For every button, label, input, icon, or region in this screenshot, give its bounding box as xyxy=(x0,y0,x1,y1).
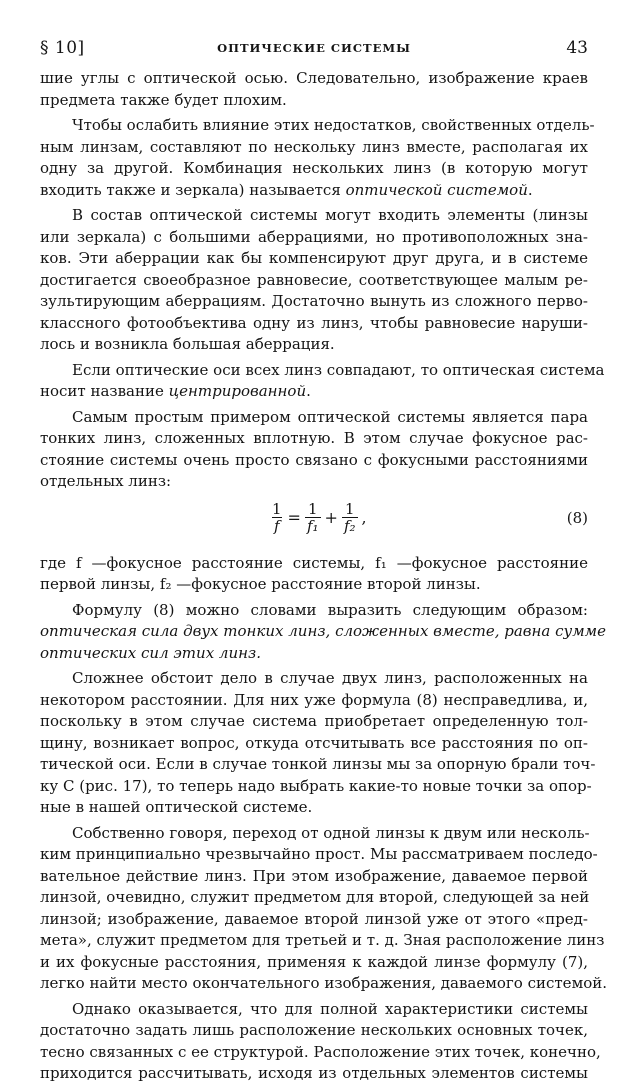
text-line: ные в нашей оптической системе. xyxy=(40,798,313,816)
text-line: Однако оказывается, что для полной характеристики системы xyxy=(72,999,588,1018)
page-body xyxy=(40,68,608,1085)
text-line: линзой; изображение, даваемое второй линзой уже от этого «пред- xyxy=(40,909,588,928)
section-marker: § 10] xyxy=(40,38,85,58)
text-line: ным линзам, составляют по нескольку линз вместе, располагая их xyxy=(40,137,588,156)
text-line: ков. Эти аберрации как бы компенсируют друг друга, и в системе xyxy=(40,249,588,267)
text-line: щину, возникает вопрос, откуда отсчитывать все расстояния по оп- xyxy=(40,733,588,752)
text-line: или зеркала) с большими аберрациями, но противоположных зна- xyxy=(40,227,588,246)
text-line: Сложнее обстоит дело в случае двух линз, расположенных на xyxy=(72,669,588,687)
text-line: некотором расстоянии. Для них уже формула (8) несправедлива, и, xyxy=(40,690,588,709)
fraction: $\frac{1}{\text{f₁}}$ xyxy=(306,499,319,535)
text-line: В состав оптической системы могут входить элементы (линзы xyxy=(72,206,588,224)
text-line: тической оси. Если в случае тонкой линзы мы за опорную брали точ- xyxy=(40,755,596,773)
running-title: ОПТИЧЕСКИЕ СИСТЕМЫ xyxy=(217,41,411,55)
text-line: отдельных линз: xyxy=(40,472,172,490)
term-centered: центрированной xyxy=(168,382,307,400)
text-line: где f —фокусное расстояние системы, f₁ —фокусное расстояние xyxy=(40,553,588,572)
text-line: поскольку в этом случае система приобретает определенную тол- xyxy=(40,712,588,730)
text-line: Формулу (8) можно словами выразить следующим образом: xyxy=(72,600,588,619)
text-line: Если оптические оси всех линз совпадают, то оптическая система xyxy=(72,360,605,379)
text-line: линзой, очевидно, служит предметом для второй, следующей за ней xyxy=(40,888,590,906)
formula-8 xyxy=(40,497,588,553)
text-line: одну за другой. Комбинация нескольких линз (в которую могут xyxy=(40,159,588,177)
text-line: и их фокусные расстояния, применяя к каждой линзе формулу (7), xyxy=(40,952,588,971)
text-line: носит название центрированной. xyxy=(40,382,311,400)
text-line: приходится рассчитывать, исходя из отдельных элементов системы xyxy=(40,1064,588,1082)
text-line: стояние системы очень просто связано с фокусными расстояниями xyxy=(40,450,588,469)
text-line: тонких линз, сложенных вплотную. В этом случае фокусное рас- xyxy=(40,429,588,447)
text-line: входить также и зеркала) называется оптической системой. xyxy=(40,180,533,199)
text-line: предмета также будет плохим. xyxy=(40,90,287,109)
text-line: зультирующим аберрациям. Достаточно вынуть из сложного перво- xyxy=(40,292,588,310)
text-line: легко найти место окончательного изображения, даваемого системой. xyxy=(40,974,608,992)
text-line: тесно связанных с ее структурой. Расположение этих точек, конечно, xyxy=(40,1042,601,1061)
fraction: $\frac{1}{\text{f₂}}$ xyxy=(343,499,356,535)
text-line: классного фотообъектива одну из линз, чтобы равновесие наруши- xyxy=(40,313,588,332)
text-line: ку C (рис. 17), то теперь надо выбрать какие-то новые точки за опор- xyxy=(40,776,592,795)
italic-line: оптических сил этих линз. xyxy=(40,643,261,662)
text-line: мета», служит предметом для третьей и т. д. Зная расположение линз xyxy=(40,931,605,949)
text-line: Собственно говоря, переход от одной линзы к двум или несколь- xyxy=(72,823,590,842)
equation-number: (8) xyxy=(566,508,588,527)
text-line: ким принципиально чрезвычайно прост. Мы рассматриваем последо- xyxy=(40,845,598,863)
text-line: Самым простым примером оптической системы является пара xyxy=(72,407,588,426)
text-line: лось и возникла большая аберрация. xyxy=(40,335,335,353)
text-line: Чтобы ослабить влияние этих недостатков, свойственных отдель- xyxy=(72,116,595,134)
running-header xyxy=(40,38,588,62)
fraction: $\frac{1}{f}$ xyxy=(272,499,282,535)
lens-formula: $\frac{1}{f}$ = $\frac{1}{\text{f₁}}$ + $\frac{1}{\text{f₂}}$ , xyxy=(272,499,367,535)
text-line: достигается своеобразное равновесие, соответствующее малым ре- xyxy=(40,270,588,289)
text-line: шие углы с оптической осью. Следовательно, изображение краев xyxy=(40,69,588,87)
italic-line: оптическая сила двух тонких линз, сложенных вместе, равна сумме xyxy=(40,622,606,640)
text-line: вательное действие линз. При этом изображение, даваемое первой xyxy=(40,866,588,885)
text-line: первой линзы, f₂ —фокусное расстояние второй линзы. xyxy=(40,575,481,593)
term-optical-system: оптической системой xyxy=(345,180,528,199)
page-number: 43 xyxy=(566,38,588,58)
text-line: достаточно задать лишь расположение нескольких основных точек, xyxy=(40,1021,588,1039)
